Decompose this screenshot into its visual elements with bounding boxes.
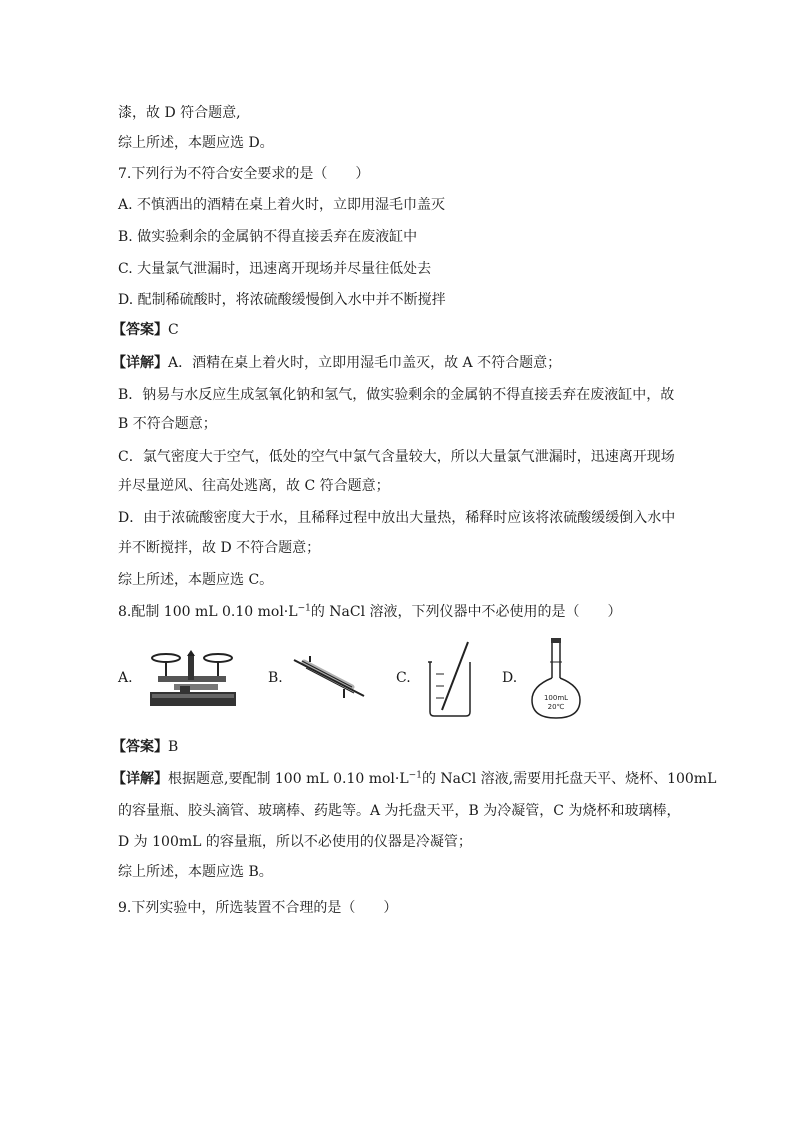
option-letter: A. bbox=[118, 670, 133, 686]
option-letter: D. bbox=[502, 670, 518, 686]
flask-label-temp: 20℃ bbox=[547, 703, 565, 711]
answer-7 bbox=[112, 320, 682, 340]
detail-7-d1: D．由于浓硫酸密度大于水，且稀释过程中放出大量热，稀释时应该将浓硫酸缓缓倒入水中 bbox=[118, 510, 676, 526]
detail-7-b1: B．钠易与水反应生成氢氧化钠和氢气，做实验剩余的金属钠不得直接丢弃在废液缸中，故 bbox=[118, 387, 675, 403]
detail-8-1: 【详解】根据题意,要配制 100 mL 0.10 $mol\cdot L^{-1}$的 NaCl 溶液,需要用托盘天平、烧杯、100mL bbox=[112, 770, 717, 787]
q8-option-b bbox=[268, 640, 388, 720]
question-8: 8.配制 100 mL 0.10 $mol\cdot L^{-1}$的 NaCl 溶液，下列仪器中不必使用的是（ ） bbox=[118, 603, 622, 620]
detail-label: 【详解】 bbox=[112, 355, 168, 371]
text-line: 综上所述，本题应选 D。 bbox=[118, 135, 274, 151]
q7-option-a: A. 不慎洒出的酒精在桌上着火时，立即用湿毛巾盖灭 bbox=[118, 197, 446, 213]
detail-7-d2: 并不断搅拌，故 D 不符合题意； bbox=[118, 540, 321, 556]
q7-option-d: D. 配制稀硫酸时，将浓硫酸缓慢倒入水中并不断搅拌 bbox=[118, 292, 446, 308]
q8-options bbox=[118, 640, 678, 720]
detail-7-a: 【详解】A．酒精在桌上着火时，立即用湿毛巾盖灭，故 A 不符合题意； bbox=[112, 355, 562, 371]
flask-label-volume: 100mL bbox=[543, 694, 569, 702]
detail-7-c2: 并尽量逆风、往高处逃离，故 C 符合题意； bbox=[118, 478, 390, 494]
answer-label: 【答案】 bbox=[112, 322, 168, 338]
detail-label: 【详解】 bbox=[112, 771, 168, 787]
question-7: 7.下列行为不符合安全要求的是（ ） bbox=[118, 166, 370, 182]
beaker-with-rod-icon bbox=[422, 640, 482, 720]
q7-option-c: C. 大量氯气泄漏时，迅速离开现场并尽量往低处去 bbox=[118, 261, 432, 277]
detail-8-3: D 为 100mL 的容量瓶，所以不必使用的仪器是冷凝管； bbox=[118, 834, 472, 850]
detail-7-c1: C．氯气密度大于空气，低处的空气中氯气含量较大，所以大量氯气泄漏时，迅速离开现场 bbox=[118, 449, 675, 465]
answer-value: B bbox=[168, 739, 179, 755]
q7-option-b: B. 做实验剩余的金属钠不得直接丢弃在废液缸中 bbox=[118, 229, 418, 245]
answer-value: C bbox=[168, 322, 179, 338]
question-9: 9.下列实验中，所选装置不合理的是（ ） bbox=[118, 900, 398, 916]
condenser-icon bbox=[292, 656, 368, 702]
answer-label: 【答案】 bbox=[112, 739, 168, 755]
balance-icon bbox=[144, 646, 254, 712]
q8-option-d bbox=[502, 640, 622, 720]
q8-option-c bbox=[396, 640, 506, 720]
option-letter: C. bbox=[396, 670, 411, 686]
summary-7: 综上所述，本题应选 C。 bbox=[118, 572, 274, 588]
summary-8: 综上所述，本题应选 B。 bbox=[118, 864, 273, 880]
q8-option-a bbox=[118, 640, 258, 720]
option-letter: B. bbox=[268, 670, 283, 686]
volumetric-flask-icon bbox=[526, 638, 586, 722]
answer-8 bbox=[112, 737, 682, 757]
text-line: 漆，故 D 符合题意, bbox=[118, 105, 241, 121]
detail-7-b2: B 不符合题意； bbox=[118, 416, 217, 432]
detail-8-2: 的容量瓶、胶头滴管、玻璃棒、药匙等。A 为托盘天平，B 为冷凝管，C 为烧杯和玻璃棒， bbox=[118, 803, 681, 819]
